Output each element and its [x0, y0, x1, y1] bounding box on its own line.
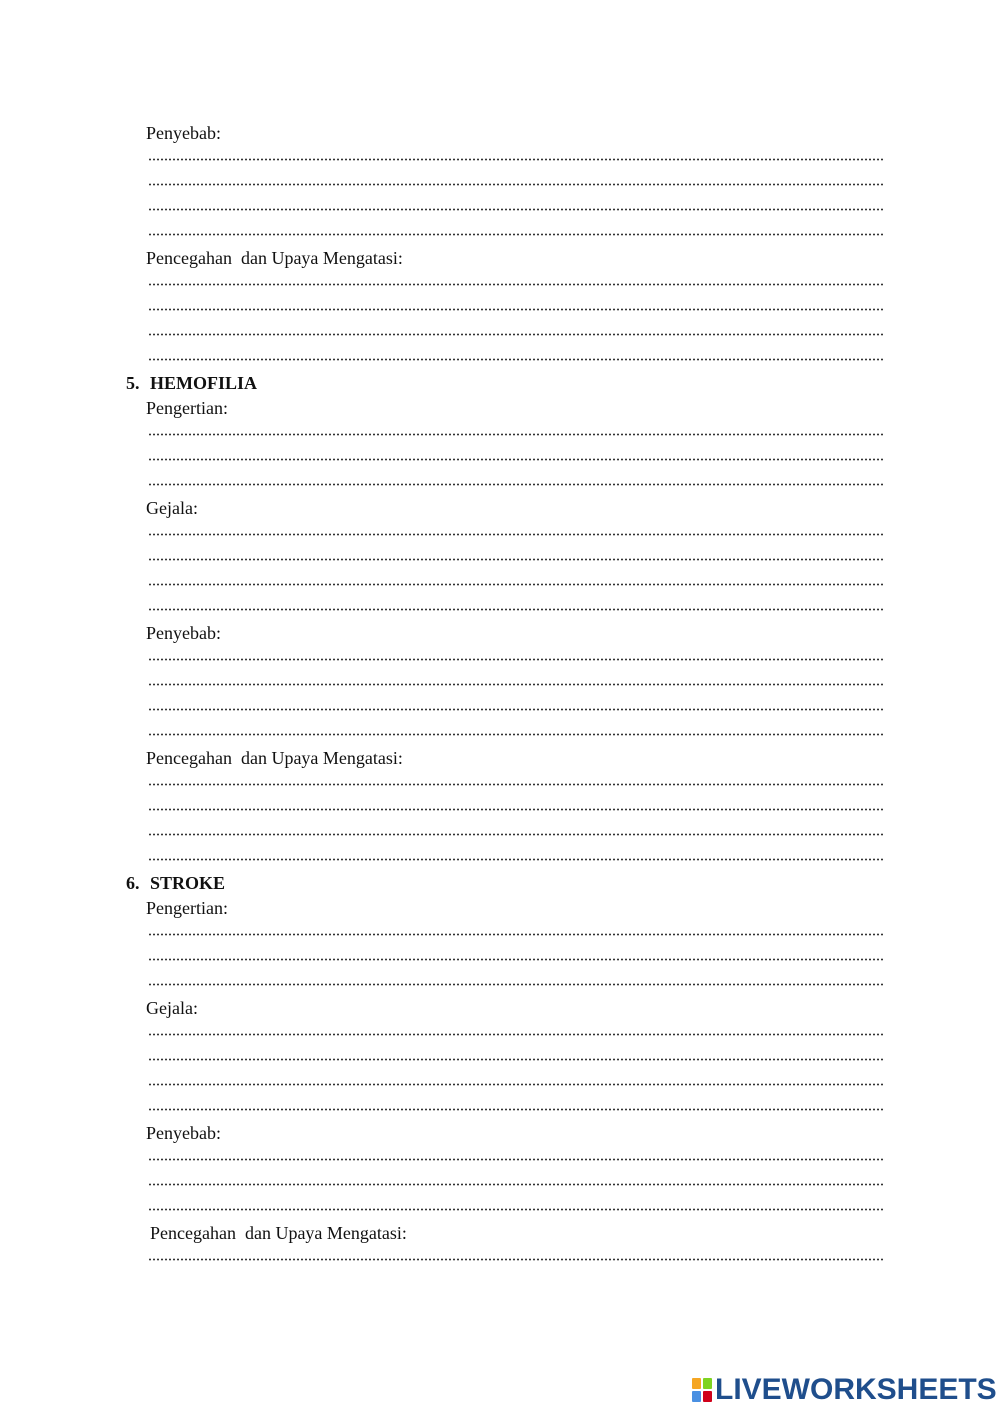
answer-line[interactable] [148, 1108, 883, 1111]
liveworksheets-logo-icon [692, 1378, 712, 1402]
section-number: 6. [126, 873, 140, 893]
field-label: Pengertian: [146, 398, 228, 418]
answer-line[interactable] [148, 358, 883, 361]
answer-line[interactable] [148, 733, 883, 736]
section-heading [126, 372, 257, 394]
logo-square [692, 1391, 701, 1402]
field-label: Gejala: [146, 498, 198, 518]
answer-line[interactable] [148, 683, 883, 686]
answer-line[interactable] [148, 1033, 883, 1036]
logo-square [703, 1391, 712, 1402]
answer-line[interactable] [148, 308, 883, 311]
answer-line[interactable] [148, 1083, 883, 1086]
field-label: Gejala: [146, 998, 198, 1018]
logo-square [703, 1378, 712, 1389]
answer-line[interactable] [148, 858, 883, 861]
answer-line[interactable] [148, 208, 883, 211]
field-label: Penyebab: [146, 123, 221, 143]
field-label: Penyebab: [146, 1123, 221, 1143]
field-label: Pencegahan dan Upaya Mengatasi: [146, 248, 403, 268]
field-label: Pengertian: [146, 898, 228, 918]
answer-line[interactable] [148, 158, 883, 161]
section-title: STROKE [150, 873, 226, 893]
answer-line[interactable] [148, 933, 883, 936]
answer-line[interactable] [148, 558, 883, 561]
answer-line[interactable] [148, 983, 883, 986]
answer-line[interactable] [148, 1258, 883, 1261]
section-heading [126, 872, 225, 894]
brand-text: LIVEWORKSHEETS [715, 1373, 997, 1406]
logo-square [692, 1378, 701, 1389]
answer-line[interactable] [148, 708, 883, 711]
answer-line[interactable] [148, 533, 883, 536]
answer-line[interactable] [148, 583, 883, 586]
liveworksheets-brand [692, 1372, 997, 1408]
answer-line[interactable] [148, 658, 883, 661]
answer-line[interactable] [148, 783, 883, 786]
answer-line[interactable] [148, 958, 883, 961]
answer-line[interactable] [148, 433, 883, 436]
answer-line[interactable] [148, 1208, 883, 1211]
answer-line[interactable] [148, 283, 883, 286]
section-number: 5. [126, 373, 140, 393]
answer-line[interactable] [148, 183, 883, 186]
field-label: Pencegahan dan Upaya Mengatasi: [146, 748, 403, 768]
answer-line[interactable] [148, 1158, 883, 1161]
field-label: Penyebab: [146, 623, 221, 643]
answer-line[interactable] [148, 608, 883, 611]
answer-line[interactable] [148, 1058, 883, 1061]
answer-line[interactable] [148, 333, 883, 336]
field-label: Pencegahan dan Upaya Mengatasi: [150, 1223, 407, 1243]
answer-line[interactable] [148, 833, 883, 836]
answer-line[interactable] [148, 483, 883, 486]
section-title: HEMOFILIA [150, 373, 258, 393]
answer-line[interactable] [148, 458, 883, 461]
answer-line[interactable] [148, 808, 883, 811]
answer-line[interactable] [148, 233, 883, 236]
answer-line[interactable] [148, 1183, 883, 1186]
